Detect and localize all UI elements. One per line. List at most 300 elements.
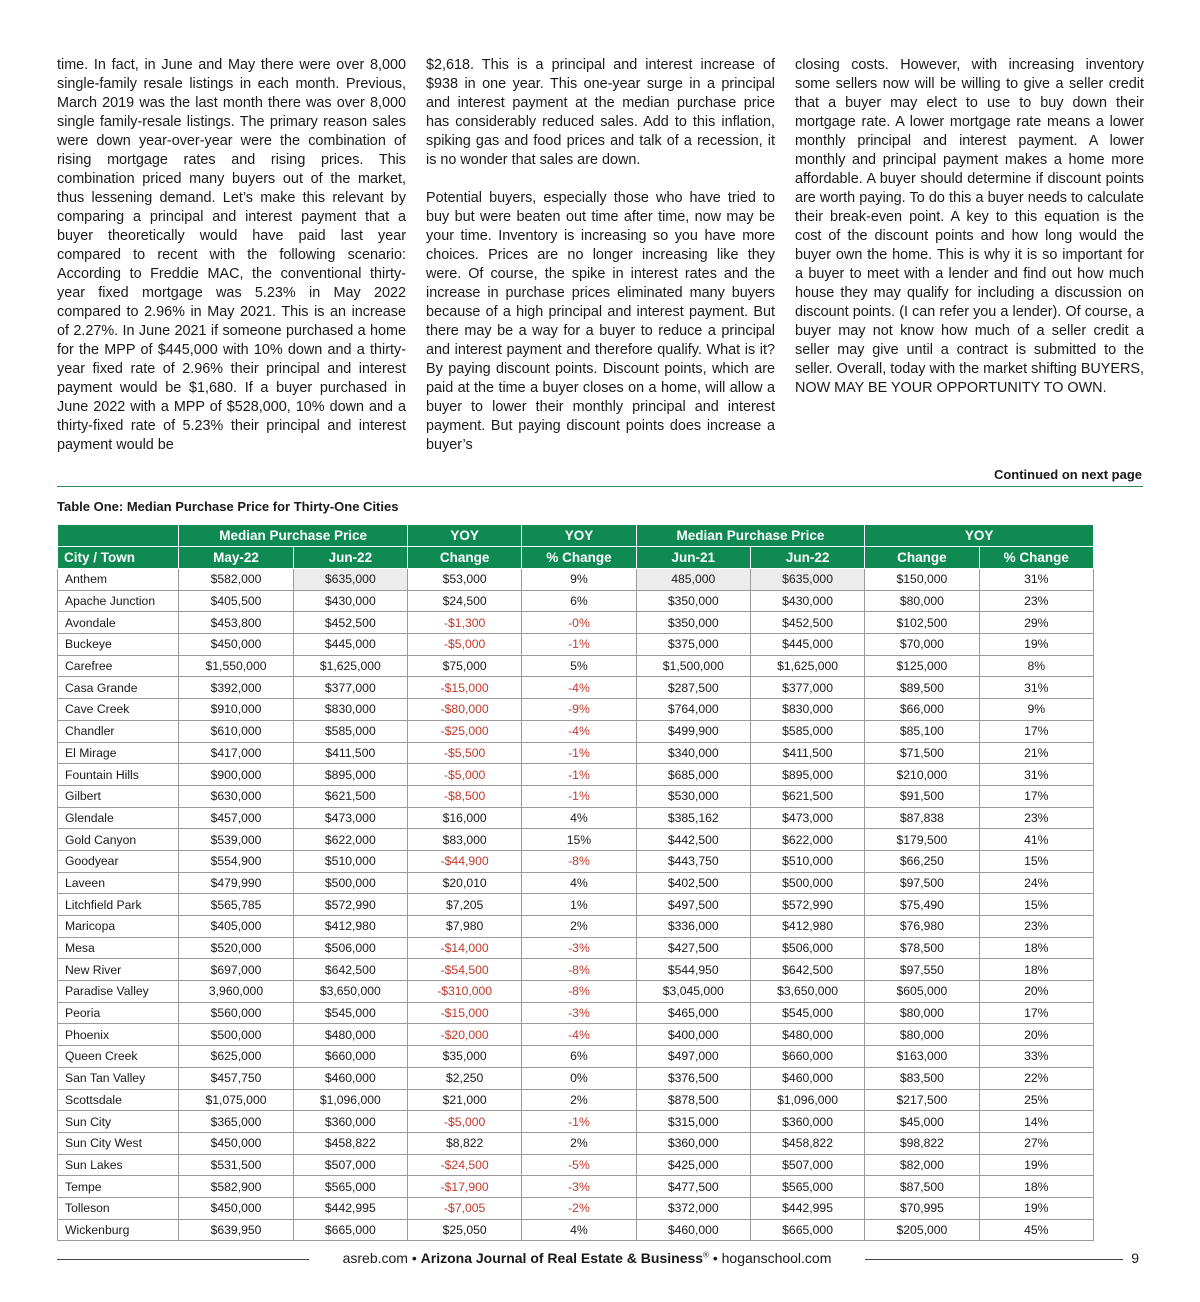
table-cell: $412,980: [750, 916, 864, 938]
city-cell: Apache Junction: [58, 590, 179, 612]
footer-link-asreb[interactable]: asreb.com: [342, 1250, 408, 1266]
table-cell: 23%: [979, 916, 1093, 938]
table-cell: 31%: [979, 677, 1093, 699]
table-cell: $377,000: [750, 677, 864, 699]
table-cell: $53,000: [407, 569, 521, 591]
table-row: [58, 1089, 1094, 1111]
table-row: [58, 1154, 1094, 1176]
table-cell: 2%: [522, 1132, 636, 1154]
table-cell: $878,500: [636, 1089, 750, 1111]
table-cell: 6%: [522, 1046, 636, 1068]
table-cell: $605,000: [865, 981, 979, 1003]
table-cell: -5%: [522, 1154, 636, 1176]
table-row: [58, 1046, 1094, 1068]
table-cell: 20%: [979, 981, 1093, 1003]
table-row: [58, 655, 1094, 677]
table-cell: -1%: [522, 785, 636, 807]
city-cell: New River: [58, 959, 179, 981]
table-row: [58, 1219, 1094, 1241]
table-cell: $665,000: [293, 1219, 407, 1241]
table-cell: 41%: [979, 829, 1093, 851]
table-cell: 9%: [522, 569, 636, 591]
table-cell: $350,000: [636, 612, 750, 634]
city-cell: San Tan Valley: [58, 1067, 179, 1089]
table-cell: $507,000: [750, 1154, 864, 1176]
city-cell: Paradise Valley: [58, 981, 179, 1003]
table-cell: $473,000: [293, 807, 407, 829]
table-cell: $565,000: [750, 1176, 864, 1198]
table-cell: $442,995: [750, 1197, 864, 1219]
table-cell: 2%: [522, 916, 636, 938]
city-cell: Carefree: [58, 655, 179, 677]
city-cell: Gold Canyon: [58, 829, 179, 851]
table-cell: $830,000: [293, 699, 407, 721]
city-cell: Queen Creek: [58, 1046, 179, 1068]
table-cell: $479,990: [179, 872, 293, 894]
table-cell: $71,500: [865, 742, 979, 764]
city-cell: Wickenburg: [58, 1219, 179, 1241]
city-cell: Tempe: [58, 1176, 179, 1198]
table-cell: 4%: [522, 1219, 636, 1241]
table-row: [58, 916, 1094, 938]
registered-mark: ®: [703, 1250, 709, 1260]
continued-note: Continued on next page: [993, 467, 1142, 482]
table-cell: $530,000: [636, 785, 750, 807]
table-cell: $500,000: [179, 1024, 293, 1046]
table-cell: -$15,000: [407, 1002, 521, 1024]
table-cell: 6%: [522, 590, 636, 612]
footer-link-hoganschool[interactable]: hoganschool.com: [721, 1250, 832, 1266]
table-cell: -4%: [522, 677, 636, 699]
table-cell: $900,000: [179, 764, 293, 786]
table-cell: $497,500: [636, 894, 750, 916]
table-cell: $500,000: [750, 872, 864, 894]
table-cell: $87,500: [865, 1176, 979, 1198]
table-cell: $685,000: [636, 764, 750, 786]
city-cell: Anthem: [58, 569, 179, 591]
table-cell: -$14,000: [407, 937, 521, 959]
table-cell: $539,000: [179, 829, 293, 851]
city-cell: Cave Creek: [58, 699, 179, 721]
table-cell: $16,000: [407, 807, 521, 829]
table-cell: 8%: [979, 655, 1093, 677]
table-cell: $66,250: [865, 850, 979, 872]
table-row: [58, 937, 1094, 959]
city-cell: Laveen: [58, 872, 179, 894]
table-cell: $565,000: [293, 1176, 407, 1198]
table-cell: -$80,000: [407, 699, 521, 721]
table-cell: 18%: [979, 959, 1093, 981]
table-cell: $473,000: [750, 807, 864, 829]
table-cell: $445,000: [750, 634, 864, 656]
table-cell: -3%: [522, 1002, 636, 1024]
table-cell: $507,000: [293, 1154, 407, 1176]
table-cell: $365,000: [179, 1111, 293, 1133]
table-cell: 14%: [979, 1111, 1093, 1133]
table-cell: 33%: [979, 1046, 1093, 1068]
table-cell: $545,000: [293, 1002, 407, 1024]
table-cell: $450,000: [179, 634, 293, 656]
table-cell: $443,750: [636, 850, 750, 872]
table-cell: 17%: [979, 1002, 1093, 1024]
table-cell: $405,000: [179, 916, 293, 938]
table-column-header-row: [58, 547, 1094, 569]
table-row: [58, 699, 1094, 721]
table-cell: 2%: [522, 1089, 636, 1111]
table-cell: $477,500: [636, 1176, 750, 1198]
table-cell: $217,500: [865, 1089, 979, 1111]
table-cell: $102,500: [865, 612, 979, 634]
table-cell: 22%: [979, 1067, 1093, 1089]
table-cell: $506,000: [293, 937, 407, 959]
table-cell: $635,000: [750, 569, 864, 591]
table-cell: -8%: [522, 850, 636, 872]
table-cell: $89,500: [865, 677, 979, 699]
table-cell: $125,000: [865, 655, 979, 677]
table-cell: $24,500: [407, 590, 521, 612]
table-cell: $75,000: [407, 655, 521, 677]
table-cell: $572,990: [750, 894, 864, 916]
table-cell: -$7,005: [407, 1197, 521, 1219]
article-column-2: [426, 56, 775, 474]
city-cell: Sun Lakes: [58, 1154, 179, 1176]
table-cell: $179,500: [865, 829, 979, 851]
table-cell: $460,000: [293, 1067, 407, 1089]
table-row: [58, 850, 1094, 872]
table-cell: 24%: [979, 872, 1093, 894]
table-cell: -$17,900: [407, 1176, 521, 1198]
table-cell: $520,000: [179, 937, 293, 959]
table-cell: $457,750: [179, 1067, 293, 1089]
table-cell: -$15,000: [407, 677, 521, 699]
table-row: [58, 872, 1094, 894]
table-row: [58, 612, 1094, 634]
table-cell: $510,000: [293, 850, 407, 872]
table-cell: 17%: [979, 785, 1093, 807]
footer-credits: [317, 1250, 857, 1266]
city-cell: Goodyear: [58, 850, 179, 872]
table-cell: $427,500: [636, 937, 750, 959]
table-cell: $402,500: [636, 872, 750, 894]
table-cell: -$5,000: [407, 764, 521, 786]
table-cell: $425,000: [636, 1154, 750, 1176]
table-cell: $610,000: [179, 720, 293, 742]
table-cell: $660,000: [750, 1046, 864, 1068]
table-row: [58, 720, 1094, 742]
table-cell: $70,000: [865, 634, 979, 656]
table-cell: $97,500: [865, 872, 979, 894]
table-cell: 19%: [979, 1154, 1093, 1176]
table-cell: $639,950: [179, 1219, 293, 1241]
table-cell: 15%: [522, 829, 636, 851]
table-cell: $1,096,000: [293, 1089, 407, 1111]
table-row: [58, 764, 1094, 786]
table-cell: $442,500: [636, 829, 750, 851]
table-cell: $565,785: [179, 894, 293, 916]
footer-journal-name: Arizona Journal of Real Estate & Business: [420, 1250, 704, 1266]
column-header: Change: [407, 547, 521, 569]
table-cell: $80,000: [865, 1024, 979, 1046]
table-cell: $1,500,000: [636, 655, 750, 677]
table-cell: -$54,500: [407, 959, 521, 981]
table-cell: 31%: [979, 569, 1093, 591]
group-header: YOY: [522, 525, 636, 547]
table-row: [58, 807, 1094, 829]
group-header: YOY: [865, 525, 1094, 547]
table-cell: $20,010: [407, 872, 521, 894]
table-cell: $7,205: [407, 894, 521, 916]
group-header: YOY: [407, 525, 521, 547]
table-cell: 18%: [979, 937, 1093, 959]
table-cell: $91,500: [865, 785, 979, 807]
table-cell: 485,000: [636, 569, 750, 591]
table-cell: 45%: [979, 1219, 1093, 1241]
table-cell: $450,000: [179, 1132, 293, 1154]
article-paragraph: $2,618. This is a principal and interest increase of $938 in one year. This one-year surge in a principal and interest payment at the median purchase price has considerably reduced sales. Add to this inflation, spiking gas and food prices and talk of a recession, it is no wonder that sales are down.: [426, 57, 775, 168]
table-cell: $452,500: [750, 612, 864, 634]
table-cell: 20%: [979, 1024, 1093, 1046]
city-cell: Sun City: [58, 1111, 179, 1133]
table-cell: $417,000: [179, 742, 293, 764]
table-cell: $78,500: [865, 937, 979, 959]
group-header: Median Purchase Price: [179, 525, 408, 547]
article-paragraph: Potential buyers, especially those who have tried to buy but were beaten out time after time, now may be your time. Inventory is increasing so you have more choices. Prices are no longer increasing like they were. Of course, the spike in interest rates and the increase in purchase prices eliminated many buyers because of a high principal and interest payment. But there may be a way for a buyer to reduce a principal and interest payment and therefore qualify. What is it? By paying discount points. Discount points, which are paid at the time a buyer closes on a home, will allow a buyer to lower their monthly principal and interest payment. But paying discount points does increase a buyer’s: [426, 190, 775, 453]
table-cell: $85,100: [865, 720, 979, 742]
table-cell: -1%: [522, 634, 636, 656]
table-cell: $895,000: [750, 764, 864, 786]
table-cell: $510,000: [750, 850, 864, 872]
table-cell: $76,980: [865, 916, 979, 938]
table-cell: $642,500: [750, 959, 864, 981]
table-cell: -$8,500: [407, 785, 521, 807]
table-row: [58, 959, 1094, 981]
table-cell: -$24,500: [407, 1154, 521, 1176]
table-cell: -$5,000: [407, 634, 521, 656]
table-cell: -$5,500: [407, 742, 521, 764]
table-cell: $621,500: [750, 785, 864, 807]
table-cell: $460,000: [636, 1219, 750, 1241]
column-header: City / Town: [58, 547, 179, 569]
table-cell: $480,000: [750, 1024, 864, 1046]
table-cell: -3%: [522, 1176, 636, 1198]
table-cell: $3,045,000: [636, 981, 750, 1003]
table-cell: -8%: [522, 981, 636, 1003]
table-cell: 18%: [979, 1176, 1093, 1198]
table-cell: $460,000: [750, 1067, 864, 1089]
city-cell: Mesa: [58, 937, 179, 959]
table-cell: $453,800: [179, 612, 293, 634]
table-cell: $635,000: [293, 569, 407, 591]
column-header: Change: [865, 547, 979, 569]
table-row: [58, 569, 1094, 591]
table-cell: -1%: [522, 1111, 636, 1133]
article-paragraph: time. In fact, in June and May there were over 8,000 single-family resale listings in each month. Previous, March 2019 was the last month there was over 8,000 single family-resale listings. The primary reason sales were down year-over-year were the combination of rising mortgage rates and rising prices. This combination priced many buyers out of the market, thus lessening demand. Let’s make this relevant by comparing a principal and interest payment that a buyer theoretically would have paid last year compared to recent with the following scenario: According to Freddie MAC, the conventional thirty-year fixed mortgage was 5.23% in May 2022 compared to 2.96% in May 2021. This is an increase of 2.27%. In June 2021 if someone purchased a home for the MPP of $445,000 with 10% down and a thirty-year fixed rate of 2.96% their principal and interest payment would be $1,680. If a buyer purchased in June 2022 with a MPP of $528,000, 10% down and a thirty-fixed rate of 5.23% their principal and interest payment would be: [57, 57, 406, 453]
table-row: [58, 1197, 1094, 1219]
table-cell: -9%: [522, 699, 636, 721]
footer-separator: •: [712, 1250, 718, 1266]
table-cell: $336,000: [636, 916, 750, 938]
table-cell: $458,822: [293, 1132, 407, 1154]
table-cell: $163,000: [865, 1046, 979, 1068]
table-cell: $1,625,000: [750, 655, 864, 677]
table-cell: 3,960,000: [179, 981, 293, 1003]
table-cell: -$310,000: [407, 981, 521, 1003]
table-cell: -0%: [522, 612, 636, 634]
table-cell: $457,000: [179, 807, 293, 829]
table-row: [58, 742, 1094, 764]
city-cell: Maricopa: [58, 916, 179, 938]
table-cell: $622,000: [293, 829, 407, 851]
table-cell: $585,000: [750, 720, 864, 742]
footer-rule-left: [57, 1259, 309, 1260]
table-cell: 15%: [979, 894, 1093, 916]
table-cell: $82,000: [865, 1154, 979, 1176]
table-cell: -$1,300: [407, 612, 521, 634]
table-cell: $497,000: [636, 1046, 750, 1068]
table-cell: $697,000: [179, 959, 293, 981]
table-cell: $621,500: [293, 785, 407, 807]
footer-separator: •: [411, 1250, 417, 1266]
table-cell: $340,000: [636, 742, 750, 764]
article-body: [57, 56, 1144, 474]
table-cell: 25%: [979, 1089, 1093, 1111]
table-row: [58, 829, 1094, 851]
table-cell: $405,500: [179, 590, 293, 612]
table-cell: $1,075,000: [179, 1089, 293, 1111]
column-header: Jun-22: [750, 547, 864, 569]
table-cell: 4%: [522, 872, 636, 894]
table-cell: $500,000: [293, 872, 407, 894]
table-cell: $625,000: [179, 1046, 293, 1068]
table-cell: $499,900: [636, 720, 750, 742]
table-cell: 0%: [522, 1067, 636, 1089]
median-price-table: [57, 524, 1094, 1241]
table-cell: $392,000: [179, 677, 293, 699]
table-row: [58, 785, 1094, 807]
table-cell: $642,500: [293, 959, 407, 981]
table-row: [58, 1132, 1094, 1154]
table-row: [58, 677, 1094, 699]
table-cell: $458,822: [750, 1132, 864, 1154]
column-header: Jun-22: [293, 547, 407, 569]
table-cell: $582,000: [179, 569, 293, 591]
table-cell: $430,000: [750, 590, 864, 612]
table-cell: $21,000: [407, 1089, 521, 1111]
table-row: [58, 1067, 1094, 1089]
table-cell: $545,000: [750, 1002, 864, 1024]
city-cell: Fountain Hills: [58, 764, 179, 786]
table-cell: $87,838: [865, 807, 979, 829]
table-cell: $1,550,000: [179, 655, 293, 677]
table-cell: $622,000: [750, 829, 864, 851]
table-cell: 17%: [979, 720, 1093, 742]
table-cell: 1%: [522, 894, 636, 916]
table-cell: $411,500: [750, 742, 864, 764]
table-cell: 9%: [979, 699, 1093, 721]
table-cell: $83,500: [865, 1067, 979, 1089]
table-row: [58, 634, 1094, 656]
table-title: Table One: Median Purchase Price for Thirty-One Cities: [57, 499, 399, 514]
table-row: [58, 981, 1094, 1003]
column-header: % Change: [522, 547, 636, 569]
table-cell: $400,000: [636, 1024, 750, 1046]
table-cell: $210,000: [865, 764, 979, 786]
table-cell: $375,000: [636, 634, 750, 656]
table-cell: $83,000: [407, 829, 521, 851]
group-header: Median Purchase Price: [636, 525, 865, 547]
table-cell: $97,550: [865, 959, 979, 981]
table-cell: $442,995: [293, 1197, 407, 1219]
table-cell: $572,990: [293, 894, 407, 916]
table-cell: $360,000: [293, 1111, 407, 1133]
table-cell: 15%: [979, 850, 1093, 872]
table-cell: $8,822: [407, 1132, 521, 1154]
table-cell: $450,000: [179, 1197, 293, 1219]
table-cell: 19%: [979, 634, 1093, 656]
table-cell: -1%: [522, 742, 636, 764]
table-cell: $665,000: [750, 1219, 864, 1241]
table-cell: 23%: [979, 807, 1093, 829]
table-cell: $360,000: [636, 1132, 750, 1154]
table-cell: $1,625,000: [293, 655, 407, 677]
city-cell: Tolleson: [58, 1197, 179, 1219]
city-cell: Avondale: [58, 612, 179, 634]
article-column-3: [795, 56, 1144, 474]
column-header: May-22: [179, 547, 293, 569]
table-cell: $1,096,000: [750, 1089, 864, 1111]
table-cell: $910,000: [179, 699, 293, 721]
table-cell: $205,000: [865, 1219, 979, 1241]
city-cell: Scottsdale: [58, 1089, 179, 1111]
table-cell: $554,900: [179, 850, 293, 872]
table-cell: $287,500: [636, 677, 750, 699]
article-paragraph: closing costs. However, with increasing inventory some sellers now will be willing to give a seller credit that a buyer may elect to use to buy down their mortgage rate. A lower mortgage rate means a lower monthly principal and interest payment. A lower monthly and principal payment makes a home more affordable. A buyer should determine if discount points are worth paying. To do this a buyer needs to calculate their break-even point. A key to this equation is the cost of the discount points and how long would the buyer own the home. This is why it is so important for a buyer to meet with a lender and find out how much house they may qualify for including a discussion on discount points. (I can refer you a lender). Of course, a buyer may not know how much of a seller credit a seller may give until a contract is submitted to the seller. Overall, today with the market shifting BUYERS, NOW MAY BE YOUR OPPORTUNITY TO OWN.: [795, 57, 1144, 396]
table-cell: -1%: [522, 764, 636, 786]
table-cell: -$44,900: [407, 850, 521, 872]
table-cell: $35,000: [407, 1046, 521, 1068]
table-cell: $80,000: [865, 1002, 979, 1024]
table-cell: 31%: [979, 764, 1093, 786]
table-body: [58, 569, 1094, 1241]
table-cell: $585,000: [293, 720, 407, 742]
city-cell: Peoria: [58, 1002, 179, 1024]
table-cell: $315,000: [636, 1111, 750, 1133]
table-cell: $98,822: [865, 1132, 979, 1154]
table-cell: $7,980: [407, 916, 521, 938]
table-cell: 23%: [979, 590, 1093, 612]
column-header: Jun-21: [636, 547, 750, 569]
table-cell: 19%: [979, 1197, 1093, 1219]
city-cell: Litchfield Park: [58, 894, 179, 916]
table-cell: $25,050: [407, 1219, 521, 1241]
table-cell: $630,000: [179, 785, 293, 807]
table-cell: -$20,000: [407, 1024, 521, 1046]
table-cell: $506,000: [750, 937, 864, 959]
city-cell: Sun City West: [58, 1132, 179, 1154]
table-cell: 5%: [522, 655, 636, 677]
table-cell: $411,500: [293, 742, 407, 764]
table-cell: 27%: [979, 1132, 1093, 1154]
table-cell: $465,000: [636, 1002, 750, 1024]
city-cell: Phoenix: [58, 1024, 179, 1046]
city-cell: El Mirage: [58, 742, 179, 764]
table-cell: -$25,000: [407, 720, 521, 742]
table-row: [58, 1002, 1094, 1024]
table-cell: -3%: [522, 937, 636, 959]
table-cell: $560,000: [179, 1002, 293, 1024]
table-row: [58, 590, 1094, 612]
table-cell: -$5,000: [407, 1111, 521, 1133]
